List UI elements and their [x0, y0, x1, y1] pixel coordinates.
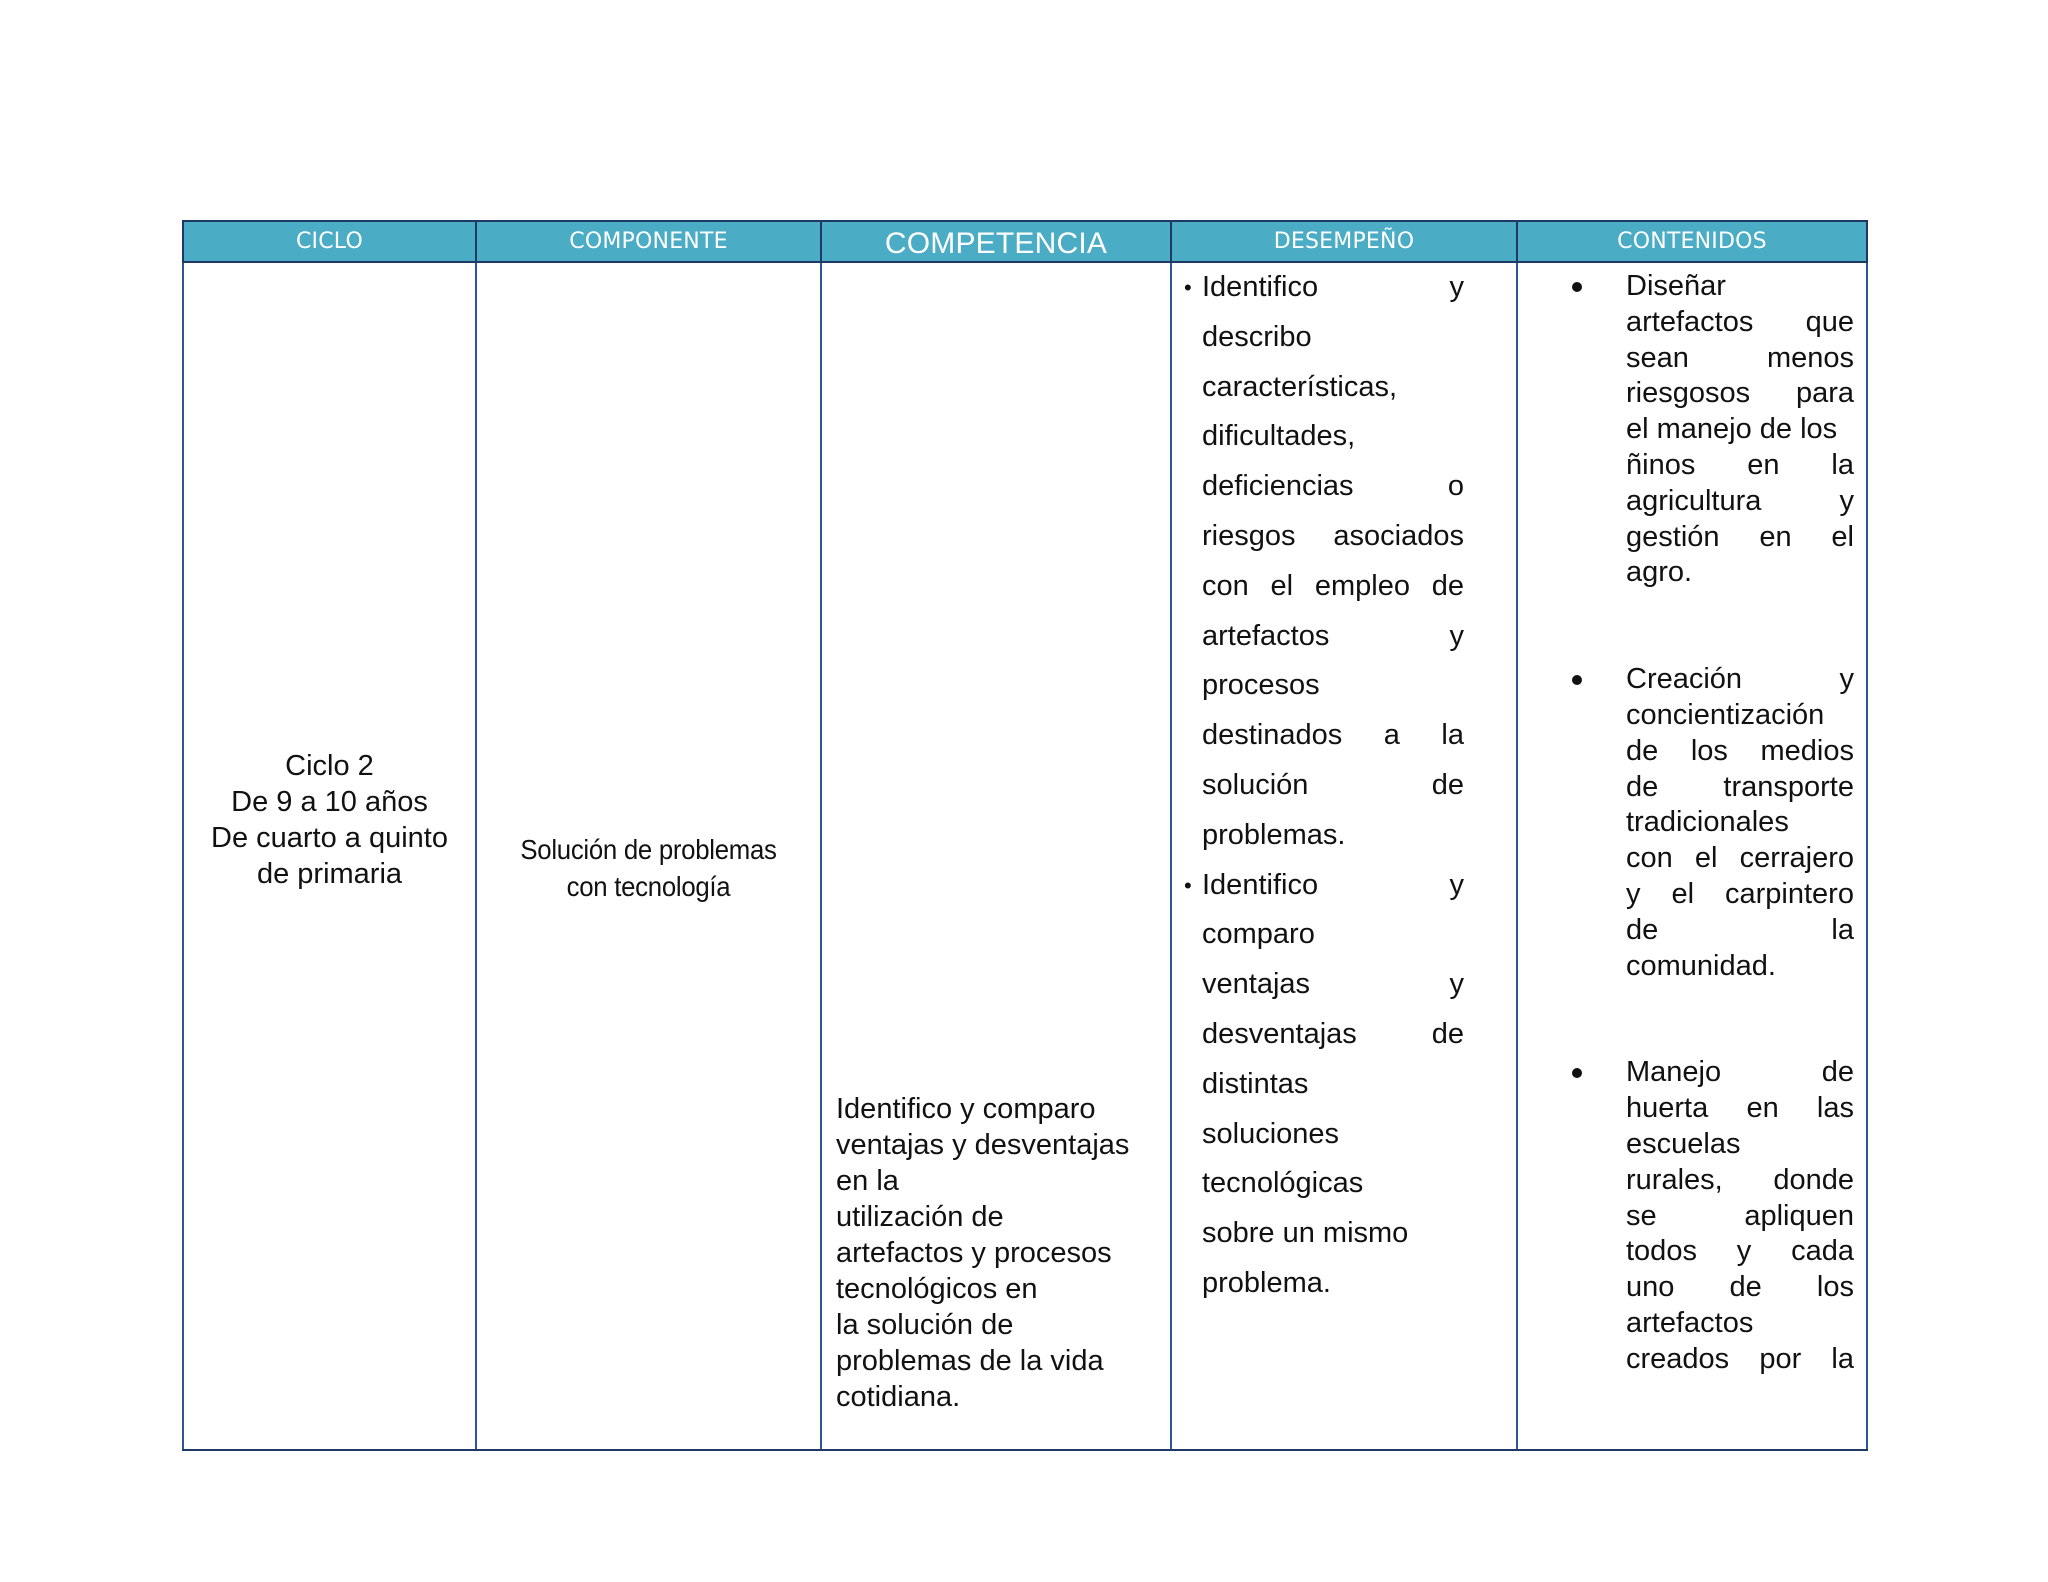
table-row — [183, 262, 1867, 1450]
ciclo-line: De 9 a 10 años — [231, 785, 428, 818]
word: de — [1626, 734, 1659, 767]
word: Manejo — [1626, 1056, 1722, 1089]
text-line — [1202, 612, 1464, 662]
ciclo-line: De cuarto a quinto — [211, 821, 448, 854]
word: el manejo de los — [1626, 413, 1838, 446]
word: soluciones — [1202, 1117, 1340, 1150]
text-line — [1202, 562, 1464, 612]
text-line — [1202, 1159, 1464, 1209]
word: la — [1441, 719, 1464, 752]
bullet-icon — [1572, 282, 1582, 292]
word: escuelas — [1626, 1127, 1741, 1160]
text-line — [1626, 448, 1854, 484]
componente-line: Solución de problemas — [520, 833, 777, 865]
text-line — [1202, 761, 1464, 811]
text-line — [1626, 841, 1854, 877]
word: los — [1816, 1271, 1854, 1304]
text-line — [1626, 662, 1854, 698]
ciclo-line: de primaria — [256, 857, 403, 890]
competencia-line: utilización de — [836, 1200, 1004, 1233]
list-item — [1518, 662, 1854, 984]
word: destinados — [1202, 719, 1343, 752]
word: creados — [1626, 1342, 1730, 1375]
word: el — [1671, 877, 1695, 910]
competencia-cell — [821, 262, 1171, 1450]
text-line — [1202, 711, 1464, 761]
word: agricultura — [1626, 484, 1762, 517]
text-line — [1626, 913, 1854, 949]
competencia-line: cotidiana. — [836, 1380, 961, 1413]
curriculum-table — [182, 220, 1868, 1451]
text-line — [1202, 263, 1464, 313]
word: de — [1626, 770, 1659, 803]
header-componente: COMPONENTE — [476, 221, 821, 262]
componente-line: con tecnología — [566, 870, 731, 902]
text-line — [1626, 1270, 1854, 1306]
text-line — [1626, 698, 1854, 734]
text-line — [1202, 910, 1464, 960]
word: distintas — [1202, 1067, 1309, 1100]
word: ñinos — [1626, 448, 1696, 481]
word: o — [1447, 470, 1464, 503]
text-line — [1626, 555, 1854, 591]
word: y — [1736, 1235, 1752, 1268]
competencia-line: la solución de — [836, 1308, 1014, 1341]
word: sobre un mismo — [1202, 1217, 1409, 1250]
word: Creación — [1626, 663, 1743, 696]
word: ventajas — [1202, 968, 1311, 1001]
word: la — [1831, 913, 1854, 946]
word: la — [1831, 448, 1854, 481]
word: el — [1694, 842, 1718, 875]
word: rurales, — [1626, 1163, 1723, 1196]
text-line — [1626, 1306, 1854, 1342]
word: carpintero — [1725, 877, 1854, 910]
text-line — [1626, 949, 1854, 985]
word: todos — [1626, 1235, 1697, 1268]
text-line — [1202, 1010, 1464, 1060]
word: con — [1626, 842, 1673, 875]
list-item — [1518, 269, 1854, 591]
word: a — [1383, 719, 1400, 752]
word: de — [1431, 569, 1464, 602]
text-line — [1626, 376, 1854, 412]
word: describo — [1202, 320, 1312, 353]
header-competencia: COMPETENCIA — [821, 221, 1171, 262]
word: Diseñar — [1626, 270, 1726, 302]
competencia-line: problemas de la vida — [836, 1344, 1104, 1377]
word: en — [1759, 520, 1792, 553]
componente-cell — [476, 262, 821, 1450]
word: dificultades, — [1202, 420, 1356, 453]
word: características, — [1202, 370, 1397, 403]
competencia-line: Identifico y comparo — [836, 1092, 1096, 1125]
competencia-line: artefactos y procesos — [836, 1236, 1112, 1269]
header-desempeno: DESEMPEÑO — [1171, 221, 1517, 262]
word: artefactos — [1626, 305, 1754, 338]
text-line — [1202, 661, 1464, 711]
word: y — [1839, 484, 1854, 517]
word: el — [1270, 569, 1294, 602]
text-line — [1626, 805, 1854, 841]
word: gestión — [1626, 520, 1720, 553]
header-row — [183, 221, 1867, 262]
bullet-icon — [1572, 1068, 1582, 1078]
competencia-line: ventajas y desventajas — [836, 1128, 1130, 1161]
word: problemas. — [1202, 818, 1346, 851]
word: concientización — [1626, 698, 1825, 731]
text-line — [1202, 1110, 1464, 1160]
list-item — [1184, 263, 1464, 861]
text-line — [1626, 1091, 1854, 1127]
word: en — [1746, 1092, 1779, 1125]
ciclo-cell — [183, 262, 476, 1450]
word: sean — [1626, 341, 1689, 374]
word: desventajas — [1202, 1017, 1357, 1050]
word: • Identifico — [1202, 271, 1319, 303]
text-line — [1202, 960, 1464, 1010]
word: con — [1202, 569, 1249, 602]
word: medios — [1760, 734, 1854, 767]
word: donde — [1773, 1163, 1854, 1196]
text-line — [1626, 484, 1854, 520]
word: la — [1831, 1342, 1854, 1375]
ciclo-line: Ciclo 2 — [285, 749, 374, 782]
text-line — [1202, 313, 1464, 363]
word: riesgos — [1202, 519, 1296, 552]
word: y — [1626, 877, 1641, 910]
text-line — [1626, 770, 1854, 806]
word: uno — [1626, 1271, 1675, 1304]
header-ciclo: CICLO — [183, 221, 476, 262]
text-line — [1202, 861, 1464, 911]
word: artefactos — [1202, 619, 1330, 652]
text-line — [1626, 341, 1854, 377]
word: • Identifico — [1202, 868, 1319, 901]
desempeno-cell — [1171, 262, 1517, 1450]
text-line — [1202, 412, 1464, 462]
text-line — [1626, 1127, 1854, 1163]
word: y — [1449, 271, 1464, 303]
list-item — [1184, 861, 1464, 1309]
desempeno-list — [1184, 263, 1464, 1309]
text-line — [1202, 1209, 1464, 1259]
text-line — [1626, 1342, 1854, 1378]
word: se — [1626, 1199, 1657, 1232]
text-line — [1202, 811, 1464, 861]
bullet-icon — [1572, 675, 1582, 685]
word: tradicionales — [1626, 806, 1789, 839]
word: solución — [1202, 768, 1309, 801]
word: deficiencias — [1202, 470, 1354, 503]
word: que — [1805, 305, 1854, 338]
word: huerta — [1626, 1092, 1709, 1125]
word: los — [1690, 734, 1728, 767]
contenidos-list — [1518, 269, 1854, 1378]
word: y — [1839, 663, 1854, 696]
text-line — [1626, 877, 1854, 913]
text-line — [1202, 363, 1464, 413]
header-contenidos: CONTENIDOS — [1517, 221, 1867, 262]
text-line — [1626, 734, 1854, 770]
word: en — [1747, 448, 1780, 481]
word: apliquen — [1744, 1199, 1854, 1232]
list-item — [1518, 1055, 1854, 1377]
word: de — [1431, 1017, 1464, 1050]
text-line — [1202, 1060, 1464, 1110]
word: riesgosos — [1626, 377, 1751, 410]
text-line — [1626, 1055, 1854, 1091]
text-line — [1626, 1163, 1854, 1199]
word: tecnológicas — [1202, 1167, 1364, 1200]
word: agro. — [1626, 556, 1693, 589]
text-line — [1626, 269, 1854, 305]
text-line — [1202, 462, 1464, 512]
word: por — [1759, 1342, 1802, 1375]
word: para — [1795, 377, 1854, 410]
word: el — [1831, 520, 1854, 553]
word: transporte — [1723, 770, 1854, 803]
text-line — [1626, 305, 1854, 341]
competencia-line: tecnológicos en — [836, 1272, 1038, 1305]
text-line — [1626, 1199, 1854, 1235]
word: las — [1816, 1092, 1854, 1125]
word: comparo — [1202, 918, 1315, 951]
word: y — [1449, 968, 1464, 1001]
word: comunidad. — [1626, 949, 1776, 982]
competencia-line: en la — [836, 1164, 899, 1197]
text-line — [1202, 1259, 1464, 1309]
text-line — [1626, 412, 1854, 448]
word: procesos — [1202, 669, 1320, 702]
word: de — [1431, 768, 1464, 801]
word: artefactos — [1626, 1306, 1754, 1339]
text-line — [1626, 520, 1854, 556]
word: de — [1729, 1271, 1762, 1304]
word: cada — [1791, 1235, 1854, 1268]
word: cerrajero — [1739, 842, 1854, 875]
word: menos — [1766, 341, 1854, 374]
word: de — [1626, 913, 1659, 946]
text-line — [1202, 512, 1464, 562]
word: y — [1449, 619, 1464, 652]
word: asociados — [1333, 519, 1464, 552]
word: de — [1821, 1056, 1854, 1089]
word: empleo — [1314, 569, 1410, 602]
word: problema. — [1202, 1266, 1331, 1299]
contenidos-cell — [1517, 262, 1867, 1450]
word: y — [1449, 868, 1464, 901]
text-line — [1626, 1234, 1854, 1270]
